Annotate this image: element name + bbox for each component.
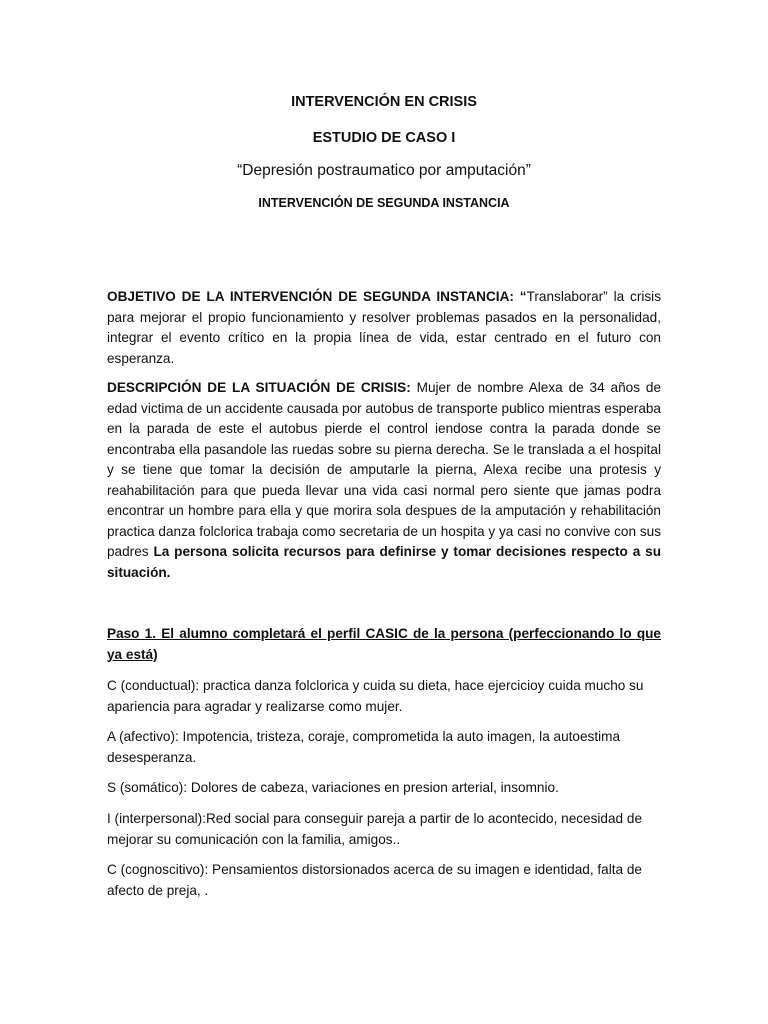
casic-afectivo: A (afectivo): Impotencia, tristeza, coraje, comprometida la auto imagen, la autoestima desesperanza. — [107, 729, 621, 765]
case-title: ESTUDIO DE CASO I — [312, 130, 456, 146]
casic-conductual: C (conductual): practica danza folclorica y cuida su dieta, hace ejercicioy cuida mucho su apariencia para agradar y realizarse como mujer. — [107, 678, 644, 714]
instance-title: INTERVENCIÓN DE SEGUNDA INSTANCIA — [258, 196, 510, 210]
description-label: DESCRIPCIÓN DE LA SITUACIÓN DE CRISIS: — [107, 380, 411, 395]
description-bold-end: La persona solicita recursos para definirse y tomar decisiones respecto a su situación. — [107, 544, 661, 580]
objective-label: OBJETIVO DE LA INTERVENCIÓN DE SEGUNDA INSTANCIA: “ — [107, 289, 527, 304]
description-paragraph — [107, 378, 661, 583]
casic-somatico: S (somático): Dolores de cabeza, variaciones en presion arterial, insomnio. — [107, 780, 559, 795]
case-subtitle: “Depresión postraumatico por amputación” — [237, 162, 531, 179]
document-title: INTERVENCIÓN EN CRISIS — [291, 94, 477, 110]
casic-interpersonal: I (interpersonal):Red social para conseguir pareja a partir de lo acontecido, necesidad de mejorar su comunicación con la familia, amigos.. — [107, 811, 643, 847]
casic-cognoscitivo: C (cognoscitivo): Pensamientos distorsionados acerca de su imagen e identidad, falta de afecto de preja, . — [107, 862, 642, 898]
step1-heading: Paso 1. El alumno completará el perfil CASIC de la persona (perfeccionando lo que ya está) — [107, 626, 661, 662]
objective-text: Translaborar” la crisis para mejorar el propio funcionamiento y resolver problemas pasados en la personalidad, integrar el evento crítico en la propia línea de vida, estar centrado en el futuro con esperanza. — [107, 289, 661, 366]
objective-paragraph — [107, 287, 661, 369]
description-text: Mujer de nombre Alexa de 34 años de edad victima de un accidente causada por autobus de transporte publico mientras esperaba en la parada de este el autobus pierde el control iendose contra la parada donde se encontraba ella pasandole las ruedas sobre su pierna derecha. Se le translada a el hospital y se tiene que tomar la decisión de amputarle la pierna, Alexa recibe una protesis y reahabilitación para que pueda llevar una vida casi normal pero siente que jamas podra encontrar un hombre para ella y que morira sola despues de la amputación y rehabilitación practica danza folclorica trabaja como secretaria de un hospita y ya casi no convive con sus padres — [107, 380, 662, 559]
